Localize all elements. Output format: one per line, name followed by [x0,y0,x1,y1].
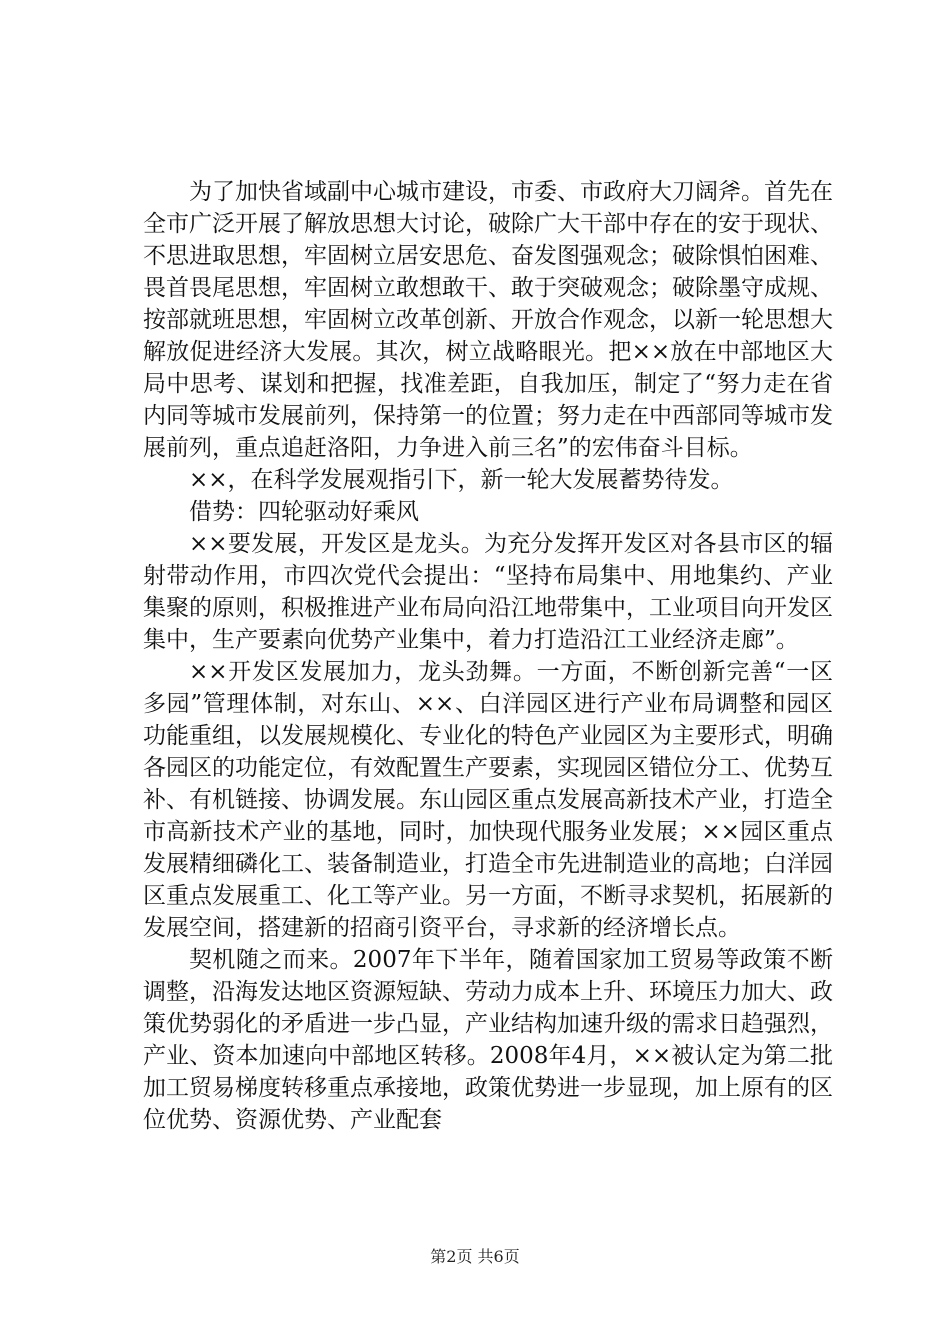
paragraph: 契机随之而来。2007年下半年，随着国家加工贸易等政策不断调整，沿海发达地区资源短缺、劳动力成本上升、环境压力加大、政策优势弱化的矛盾进一步凸显，产业结构加速升级的需求日趋强烈，产业、资本加速向中部地区转移。2008年4月，××被认定为第二批加工贸易梯度转移重点承接地，政策优势进一步显现，加上原有的区位优势、资源优势、产业配套 [143,947,833,1133]
paragraph: ××开发区发展加力，龙头劲舞。一方面，不断创新完善“一区多园”管理体制，对东山、××、白洋园区进行产业布局调整和园区功能重组，以发展规模化、专业化的特色产业园区为主要形式，明确各园区的功能定位，有效配置生产要素，实现园区错位分工、优势互补、有机链接、协调发展。东山园区重点发展高新技术产业，打造全市高新技术产业的基地，同时，加快现代服务业发展；××园区重点发展精细磷化工、装备制造业，打造全市先进制造业的高地；白洋园区重点发展重工、化工等产业。另一方面，不断寻求契机，拓展新的发展空间，搭建新的招商引资平台，寻求新的经济增长点。 [143,659,833,941]
paragraph: ××要发展，开发区是龙头。为充分发挥开发区对各县市区的辐射带动作用，市四次党代会提出：“坚持布局集中、用地集约、产业集聚的原则，积极推进产业布局向沿江地带集中，工业项目向开发区集中，生产要素向优势产业集中，着力打造沿江工业经济走廊”。 [143,531,833,653]
document-body [143,176,833,1136]
section-heading: 借势：四轮驱动好乘风 [189,499,419,525]
paragraph: 为了加快省域副中心城市建设，市委、市政府大刀阔斧。首先在全市广泛开展了解放思想大讨论，破除广大干部中存在的安于现状、不思进取思想，牢固树立居安思危、奋发图强观念；破除惧怕困难、畏首畏尾思想，牢固树立敢想敢干、敢于突破观念；破除墨守成规、按部就班思想，牢固树立改革创新、开放合作观念，以新一轮思想大解放促进经济大发展。其次，树立战略眼光。把××放在中部地区大局中思考、谋划和把握，找准差距，自我加压，制定了“努力走在省内同等城市发展前列，保持第一的位置；努力走在中西部同等城市发展前列，重点追赶洛阳，力争进入前三名”的宏伟奋斗目标。 [143,179,833,461]
paragraph: ××，在科学发展观指引下，新一轮大发展蓄势待发。 [189,467,734,493]
page-footer: 第2页 共6页 [430,1247,520,1266]
